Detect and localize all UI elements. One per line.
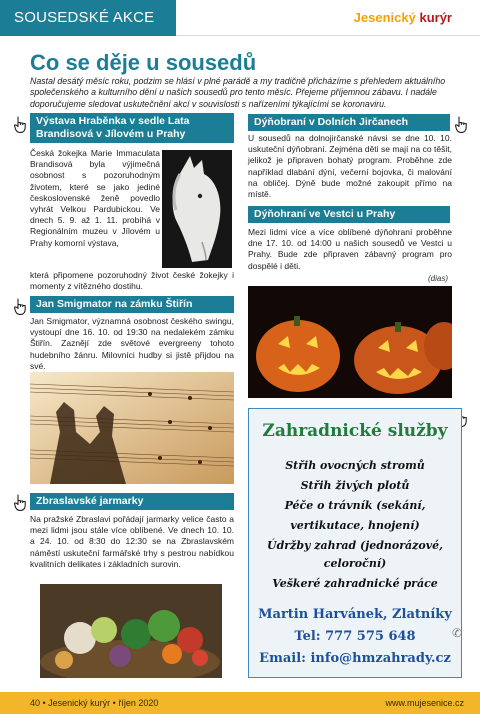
article-heading-hrabenka: Výstava Hraběnka v sedle Lata Brandisová v Jílovém u Prahy	[30, 113, 234, 143]
pumpkins-photo	[248, 286, 452, 398]
pointing-hand-icon	[454, 116, 470, 134]
pointing-hand-icon	[13, 298, 29, 316]
article-text-jircany: U sousedů na dolnojirčanské návsi se dne 10. 10. uskuteční dýňobraní. Zejména děti se mají na co těšit, jelikož je připraven bohatý program. Proběhne zde například dlabání dýní, večerní bojovka, či malování na obličej. Dýně bude možné zakoupit přímo na místě.	[248, 133, 452, 200]
ad-phone[interactable]: Tel: 777 575 648	[294, 629, 416, 644]
ad-email[interactable]: Email: info@hmzahrady.cz	[259, 651, 451, 666]
author-credit: (dias)	[428, 274, 449, 283]
article-heading-vestec: Dýňohraní ve Vestci u Prahy	[248, 206, 450, 223]
gardening-advertisement	[248, 408, 462, 678]
footer-issue-info: 40 • Jesenický kurýr • říjen 2020	[30, 698, 159, 708]
article-text-jarmarky: Na pražské Zbraslavi pořádají jarmarky velice často a mezi lidmi jsou stále více oblíbené. Ve dnech 10. 10. a 24. 10. od 8:30 do 12:30 se na Zbraslavském náměstí uskuteční farmářské trhy s pestrou nabídkou kvalitních delikates i základních surovin.	[30, 514, 234, 569]
page-footer	[0, 692, 480, 714]
intro-paragraph: Nastal desátý měsíc roku, podzim se hlásí v plné parádě a my tradičně přicházíme s přehledem aktuálního společenského a kulturního dění u našich sousedů pro tento měsíc. Přejeme příjemnou zábavu. I nadále doporučujeme sledovat uskutečnění akcí v souvislosti s nařízeními týkajícími se koronaviru.	[30, 76, 446, 109]
article-text-vestec: Mezi lidmi více a více oblíbené dýňohraní proběhne dne 17. 10. od 14:00 u našich sousedů ve Vestci u Prahy. Bude zde připraven zábavný program pro dospělé i děti.	[248, 227, 452, 271]
ad-service-line: celoroční)	[323, 557, 387, 570]
ad-service-line: vertikutace, hnojení)	[290, 519, 420, 532]
brand-logo	[354, 10, 452, 25]
header-divider	[176, 35, 480, 36]
ad-service-line: Veškeré zahradnické práce	[272, 577, 438, 590]
article-text-smigmator: Jan Smigmator, významná osobnost českého swingu, vystoupí dne 16. 10. od 19:30 na nedalekém zámku Štiřín. Zaznějí zde světové evergreeny tohoto hudebního žánru. Milovníci hudby si jistě přijdou na své.	[30, 316, 234, 371]
ad-service-line: Údržby zahrad (jednorázové,	[267, 539, 443, 552]
ad-service-line: Péče o trávník (sekání,	[284, 499, 426, 512]
brand-name-part1: Jesenický	[353, 10, 416, 25]
article-heading-jarmarky: Zbraslavské jarmarky	[30, 493, 234, 510]
page-title: Co se děje u sousedů	[30, 50, 257, 75]
sheet-music-photo	[30, 372, 234, 484]
pointing-hand-icon	[13, 494, 29, 512]
pointing-hand-icon	[13, 116, 29, 134]
ad-service-line: Střih živých plotů	[300, 479, 410, 492]
horse-photo	[162, 150, 232, 268]
ad-contact-name: Martin Harvánek, Zlatníky	[258, 607, 452, 622]
vegetables-photo	[40, 584, 222, 678]
phone-icon: ✆	[452, 626, 463, 640]
ad-title: Zahradnické služby	[262, 421, 448, 441]
ad-service-line: Střih ovocných stromů	[285, 459, 425, 472]
article-text-hrabenka: Česká žokejka Marie Immaculata Brandisová byla výjimečná osobnost s pozoruhodným životem, které se jako jediné československé ženě povedlo vyhrát Velkou Pardubickou. Ve dnech 5. 9. až 1. 11. probíhá v Regionálním muzeu v Jílovém u Prahy komorní výstava,	[30, 148, 160, 248]
article-text-hrabenka-cont: která připomene pozoruhodný život české žokejky i momenty z vítězného dostihu.	[30, 270, 234, 292]
article-heading-jircany: Dýňobraní v Dolních Jirčanech	[248, 114, 450, 131]
article-heading-smigmator: Jan Smigmator na zámku Štiřín	[30, 296, 234, 313]
brand-name-part2: kurýr	[419, 10, 452, 25]
footer-website-link[interactable]: www.mujesenice.cz	[385, 698, 464, 708]
section-label: SOUSEDSKÉ AKCE	[0, 0, 176, 36]
